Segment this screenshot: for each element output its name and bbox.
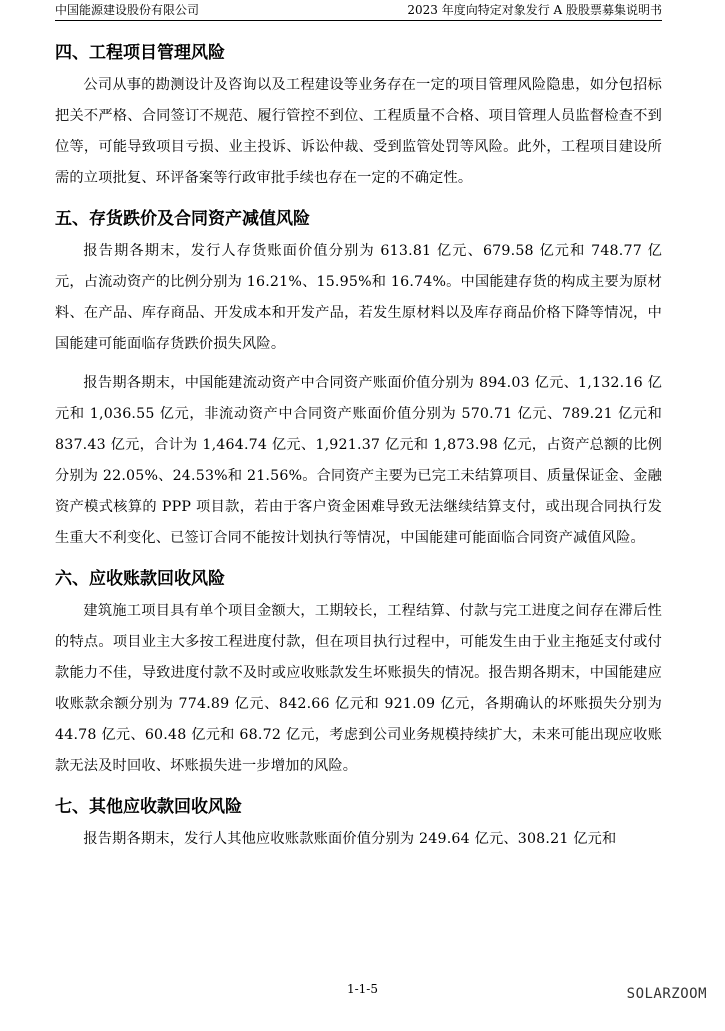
- paragraph: 报告期各期末，发行人存货账面价值分别为 613.81 亿元、679.58 亿元和 748.77 亿元，占流动资产的比例分别为 16.21%、15.95%和 16.74%。中国能建存货的构成主要为原材料、在产品、库存商品、开发成本和开发产品，若发生原材料以及库存商品价格下降等情况，中国能建可能面临存货跌价损失风险。: [55, 243, 662, 352]
- paragraph: 报告期各期末，发行人其他应收账款账面价值分别为 249.64 亿元、308.21 亿元和: [83, 831, 617, 847]
- document-body: [55, 36, 662, 855]
- section-heading-4: 四、工程项目管理风险: [55, 43, 225, 63]
- page-header: [55, 0, 662, 21]
- section-heading-7: 七、其他应收款回收风险: [55, 797, 242, 817]
- section-heading-5: 五、存货跌价及合同资产减值风险: [55, 209, 310, 229]
- paragraph: 公司从事的勘测设计及咨询以及工程建设等业务存在一定的项目管理风险隐患，如分包招标把关不严格、合同签订不规范、履行管控不到位、工程质量不合格、项目管理人员监督检查不到位等，可能导致项目亏损、业主投诉、诉讼仲裁、受到监管处罚等风险。此外，工程项目建设所需的立项批复、环评备案等行政审批手续也存在一定的不确定性。: [55, 77, 662, 186]
- paragraph: 报告期各期末，中国能建流动资产中合同资产账面价值分别为 894.03 亿元、1,132.16 亿元和 1,036.55 亿元，非流动资产中合同资产账面价值分别为 570.71 亿元、789.21 亿元和 837.43 亿元，合计为 1,464.74 亿元、1,921.37 亿元和 1,873.98 亿元，占资产总额的比例分别为 22.05%、24.53%和 21.56%。合同资产主要为已完工未结算项目、质量保证金、金融资产模式核算的 PPP 项目款，若由于客户资金困难导致无法继续结算支付，或出现合同执行发生重大不利变化、已签订合同不能按计划执行等情况，中国能建可能面临合同资产减值风险。: [55, 375, 662, 546]
- header-doc-title: 2023 年度向特定对象发行 A 股股票募集说明书: [407, 3, 662, 17]
- section-heading-6: 六、应收账款回收风险: [55, 569, 225, 589]
- header-company: 中国能源建设股份有限公司: [55, 3, 200, 17]
- page-number: 1-1-5: [346, 982, 378, 996]
- paragraph: 建筑施工项目具有单个项目金额大，工期较长，工程结算、付款与完工进度之间存在滞后性的特点。项目业主大多按工程进度付款，但在项目执行过程中，可能发生由于业主拖延支付或付款能力不佳，导致进度付款不及时或应收账款发生坏账损失的情况。报告期各期末，中国能建应收账款余额分别为 774.89 亿元、842.66 亿元和 921.09 亿元，各期确认的坏账损失分别为 44.78 亿元、60.48 亿元和 68.72 亿元，考虑到公司业务规模持续扩大，未来可能出现应收账款无法及时回收、坏账损失进一步增加的风险。: [55, 603, 662, 774]
- watermark: SOLARZOOM: [626, 986, 707, 1002]
